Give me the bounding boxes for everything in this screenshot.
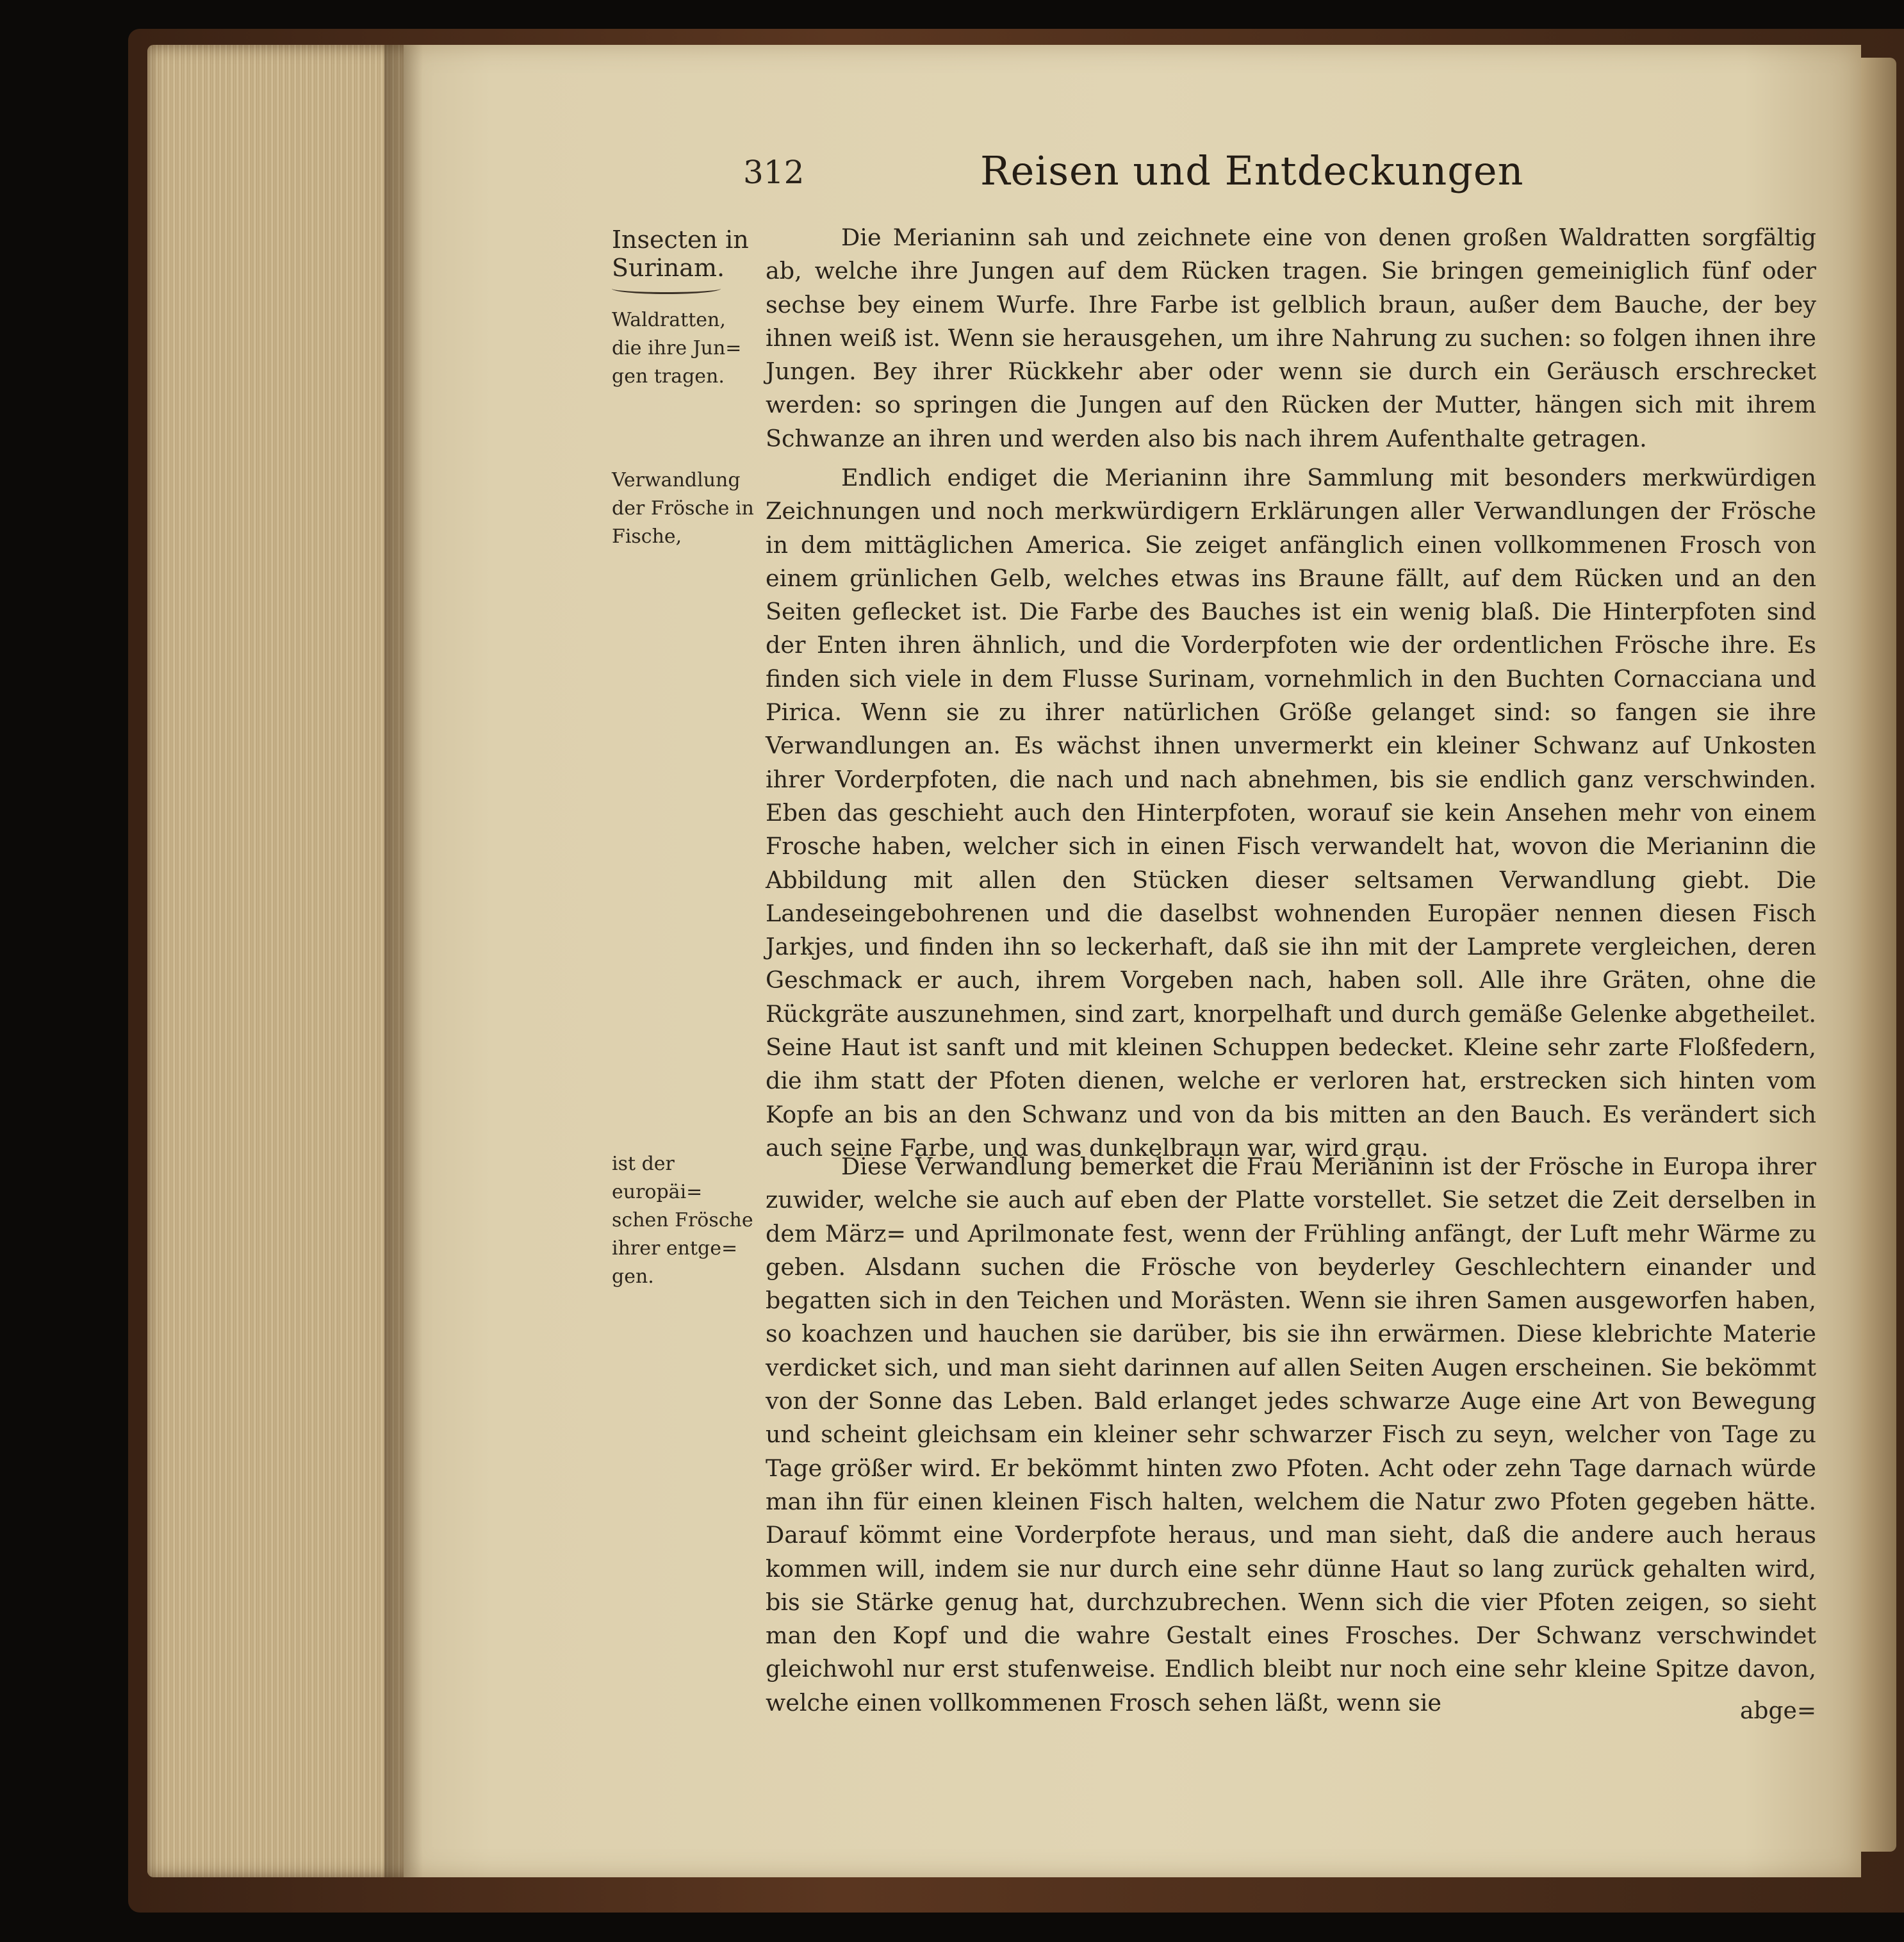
margin-note-line: die ihre Jun= <box>612 337 742 359</box>
margin-note-line: gen tragen. <box>612 365 725 388</box>
margin-note-line: ihrer entge= <box>612 1237 738 1260</box>
margin-note-line: Surinam. <box>612 254 725 282</box>
margin-note-rats <box>612 306 759 391</box>
running-head: Reisen und Entdeckungen <box>980 147 1524 194</box>
page-number: 312 <box>743 154 805 191</box>
margin-note-line: gen. <box>612 1265 654 1288</box>
paragraph-text: Diese Verwandlung bemerket die Frau Merianinn ist der Frösche in Europa ihrer zuwider, welche sie auch auf eben der Platte vorstellet. Sie setzet die Zeit derselben in dem März= und Aprilmonate fest, wenn der Frühling anfängt, der Luft mehr Wärme zu geben. Alsdann suchen die Frösche von beyderley Geschlechtern einander und begatten sich in den Teichen und Morästen. Wenn sie ihren Samen ausgeworfen haben, so koachzen und hauchen sie darüber, bis sie ihn erwärmen. Diese klebrichte Materie verdicket sich, und man sieht darinnen auf allen Seiten Augen erscheinen. Sie bekömmt von der Sonne das Leben. Bald erlanget jedes schwarze Auge eine Art von Bewegung und scheint gleichsam ein kleiner sehr schwarzer Fisch zu seyn, welcher von Tage zu Tage größer wird. Er bekömmt hinten zwo Pfoten. Acht oder zehn Tage darnach würde man ihn für einen kleinen Fisch halten, welchem die Natur zwo Pfoten gegeben hätte. Darauf kömmt eine Vorderpfote heraus, und man sieht, daß die andere auch heraus kommen will, indem sie nur durch eine sehr dünne Haut so lang zurück gehalten wird, bis sie Stärke genug hat, durchzubrechen. Wenn sich die vier Pfoten zeigen, so sieht man den Kopf und die wahre Gestalt eines Frosches. Der Schwanz verschwindet gleichwohl nur erst stufenweise. Endlich bleibt nur noch eine sehr kleine Spitze davon, welche einen vollkommenen Frosch sehen läßt, wenn sie <box>766 1153 1816 1716</box>
margin-note-line: Verwandlung <box>612 469 741 491</box>
margin-note-insects <box>612 226 759 299</box>
margin-note-line: schen Frösche <box>612 1209 753 1231</box>
page-edges <box>147 45 410 1877</box>
catchword: abge= <box>1739 1698 1816 1724</box>
margin-note-line: Waldratten, <box>612 309 726 331</box>
paragraph-text: Endlich endiget die Merianinn ihre Sammlung mit besonders merkwürdigen Zeichnungen und noch merkwürdigern Erklärungen aller Verwandlungen der Frösche in dem mittäglichen America. Sie zeiget anfänglich einen vollkommenen Frosch von einem grünlichen Gelb, welches etwas ins Braune fällt, auf dem Rücken und an den Seiten geflecket ist. Die Farbe des Bauches ist ein wenig blaß. Die Hinterpfoten sind der Enten ihren ähnlich, und die Vorderpfoten wie der ordentlichen Frösche ihre. Es finden sich viele in dem Flusse Surinam, vornehmlich in den Buchten Cornacciana und Pirica. Wenn sie zu ihrer natürlichen Größe gelanget sind: so fangen sie ihre Verwandlungen an. Es wächst ihnen unvermerkt ein kleiner Schwanz auf Unkosten ihrer Vorderpfoten, die nach und nach abnehmen, bis sie endlich ganz verschwinden. Eben das geschieht auch den Hinterpfoten, worauf sie kein Ansehen mehr von einem Frosche haben, welcher sich in einen Fisch verwandelt hat, wovon die Merianinn die Abbildung mit allen den Stücken dieser seltsamen Verwandlung giebt. Die Landeseingebohrenen und die daselbst wohnenden Europäer nennen diesen Fisch Jarkjes, und finden ihn so leckerhaft, daß sie ihn mit der Lamprete vergleichen, deren Geschmack er auch, ihrem Vorgeben nach, haben soll. Alle ihre Gräten, ohne die Rückgräte auszunehmen, sind zart, knorpelhaft und durch gemäße Gelenke abgetheilet. Seine Haut ist sanft und mit kleinen Schuppen bedecket. Kleine sehr zarte Floßfedern, die ihm statt der Pfoten dienen, welche er verloren hat, erstrecken sich hinten vom Kopfe an bis an den Schwanz und von da bis mitten an den Bauch. Es verändert sich auch seine Farbe, und was dunkelbraun war, wird grau. <box>766 464 1816 1162</box>
page-header <box>743 147 1896 205</box>
gutter-shadow <box>384 45 423 1877</box>
margin-note-line: ist der europäi= <box>612 1153 703 1203</box>
margin-note-line: der Frösche in <box>612 497 754 520</box>
margin-note-line: Fische, <box>612 525 682 548</box>
margin-note-european <box>612 1150 759 1291</box>
paragraph-text: Die Merianinn sah und zeichnete eine von denen großen Waldratten sorgfältig ab, welche ihre Jungen auf dem Rücken tragen. Sie bringen gemeiniglich fünf oder sechse bey einem Wurfe. Ihre Farbe ist gelblich braun, außer dem Bauche, der bey ihnen weiß ist. Wenn sie herausgehen, um ihre Nahrung zu suchen: so folgen ihnen ihre Jungen. Bey ihrer Rückkehr aber oder wenn sie durch ein Geräusch erschrecket werden: so springen die Jungen auf den Rücken der Mutter, hängen sich mit ihrem Schwanze an ihren und werden also bis nach ihrem Aufenthalte getragen. <box>766 224 1816 452</box>
margin-note-frogs <box>612 466 759 551</box>
paragraph-european-frogs <box>766 1150 1816 1720</box>
paragraph-frogs <box>766 461 1816 1165</box>
paragraph-rats <box>766 221 1816 456</box>
ornament-divider <box>612 283 721 294</box>
margin-note-line: Insecten in <box>612 226 749 254</box>
facing-page-edge <box>1861 58 1896 1852</box>
